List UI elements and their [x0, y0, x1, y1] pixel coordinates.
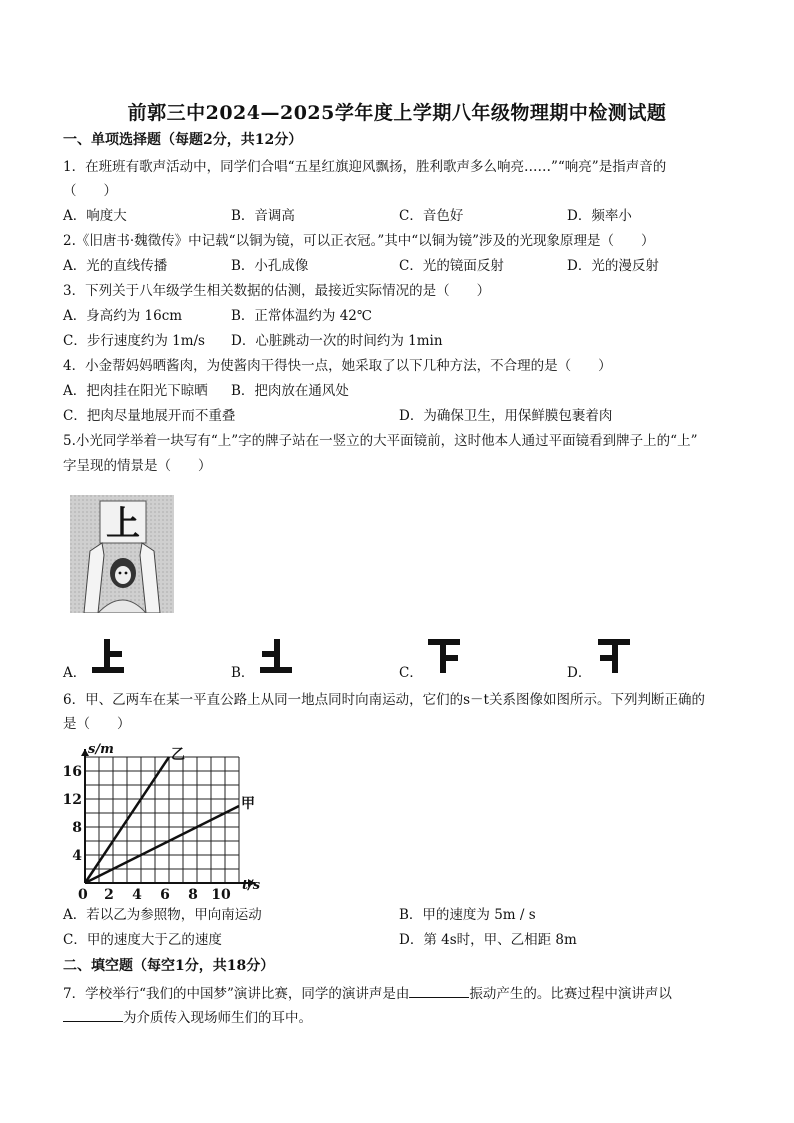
page-title: 前郭三中2024—2025学年度上学期八年级物理期中检测试题 [127, 102, 667, 124]
q2-option-d: D．光的漫反射 [567, 258, 659, 274]
q3-option-c: C．步行速度约为 1m/s [63, 333, 205, 349]
q1-option-d: D．频率小 [567, 208, 632, 224]
chart-axes [81, 749, 255, 887]
person-holding-sign-image [70, 495, 174, 613]
q2-option-a: A．光的直线传播 [63, 258, 168, 274]
x-tick-label: 0 [78, 887, 88, 902]
sign-character: 上 [106, 504, 140, 544]
q5-stem-line1: 5.小光同学举着一块写有“上”字的牌子站在一竖立的大平面镜前，这时他本人通过平面镜看到牌子上的“上” [63, 433, 698, 449]
series-label-1: 甲 [241, 796, 255, 812]
q1-option-b: B．音调高 [231, 208, 295, 224]
y-tick-label: 8 [72, 820, 82, 836]
y-tick-label: 12 [62, 792, 82, 808]
q4-option-b: B．把肉放在通风处 [231, 383, 349, 399]
q7-blank-1[interactable] [409, 985, 469, 998]
q5-glyph-d [596, 637, 632, 675]
q7-line1 [63, 985, 672, 1002]
chart-series [85, 757, 239, 883]
q2-option-c: C．光的镜面反射 [399, 258, 504, 274]
q6-option-b: B．甲的速度为 5m / s [399, 907, 536, 923]
x-tick-label: 4 [132, 887, 142, 902]
q4-option-d: D．为确保卫生，用保鲜膜包裹着肉 [399, 408, 613, 424]
x-tick-label: 8 [188, 887, 198, 902]
s-t-chart [60, 742, 280, 902]
q2-stem: 2.《旧唐书·魏徵传》中记载“以铜为镜，可以正衣冠。”其中“以铜为镜”涉及的光现象原理是（ ） [63, 233, 655, 249]
q4-option-a: A．把肉挂在阳光下晾晒 [63, 383, 208, 399]
series-label-0: 乙 [171, 747, 185, 763]
q5-glyph-b [258, 637, 294, 675]
x-tick-label: 10 [211, 887, 231, 902]
q1-paren: （ ） [63, 183, 117, 199]
q7-line2 [63, 1009, 312, 1026]
q7-text-part1: 7．学校举行“我们的中国梦”演讲比赛，同学的演讲声是由 [63, 986, 410, 1002]
q5-option-d: D． [567, 665, 592, 681]
q2-option-b: B．小孔成像 [231, 258, 309, 274]
y-axis-label: s/m [88, 742, 114, 757]
q3-option-d: D．心脏跳动一次的时间约为 1min [231, 333, 443, 349]
q7-text-part3: 为介质传入现场师生们的耳中。 [123, 1010, 312, 1026]
q7-blank-2[interactable] [63, 1009, 123, 1022]
chart-grid [85, 757, 239, 883]
q4-option-c: C．把肉尽量地展开而不重叠 [63, 408, 236, 424]
q5-glyph-a [90, 637, 126, 675]
x-tick-label: 2 [104, 887, 114, 902]
q3-option-b: B．正常体温约为 42℃ [231, 308, 372, 324]
section-1-heading: 一、单项选择题（每题2分，共12分） [63, 132, 303, 148]
q4-stem: 4．小金帮妈妈晒酱肉，为使酱肉干得快一点，她采取了以下几种方法，不合理的是（ ） [63, 358, 612, 374]
q5-glyph-c [426, 637, 462, 675]
q5-stem-line2: 字呈现的情景是（ ） [63, 458, 212, 474]
q3-option-a: A．身高约为 16cm [63, 308, 183, 324]
q5-option-b: B． [231, 665, 255, 681]
x-tick-label: 6 [160, 887, 170, 902]
section-2-heading: 二、填空题（每空1分，共18分） [63, 958, 275, 974]
q1-option-a: A．响度大 [63, 208, 127, 224]
series-line-1 [85, 806, 239, 883]
x-axis-label: t/s [242, 878, 261, 893]
q6-option-a: A．若以乙为参照物，甲向南运动 [63, 907, 262, 923]
q6-stem-line1: 6．甲、乙两车在某一平直公路上从同一地点同时向南运动，它们的s－t关系图像如图所示。下列判断正确的 [63, 692, 705, 708]
q3-stem: 3．下列关于八年级学生相关数据的估测，最接近实际情况的是（ ） [63, 283, 491, 299]
y-tick-label: 16 [62, 764, 82, 780]
q6-stem-line2: 是（ ） [63, 716, 131, 732]
q1-stem: 1．在班班有歌声活动中，同学们合唱“五星红旗迎风飘扬，胜利歌声多么响亮……”“响亮”是指声音的 [63, 159, 667, 175]
q7-text-part2: 振动产生的。比赛过程中演讲声以 [469, 986, 672, 1002]
y-tick-label: 4 [72, 848, 82, 864]
q5-option-c: C． [399, 665, 423, 681]
q6-option-c: C．甲的速度大于乙的速度 [63, 932, 222, 948]
q1-option-c: C．音色好 [399, 208, 464, 224]
q5-option-a: A． [63, 665, 87, 681]
q6-option-d: D．第 4s时，甲、乙相距 8m [399, 932, 577, 948]
